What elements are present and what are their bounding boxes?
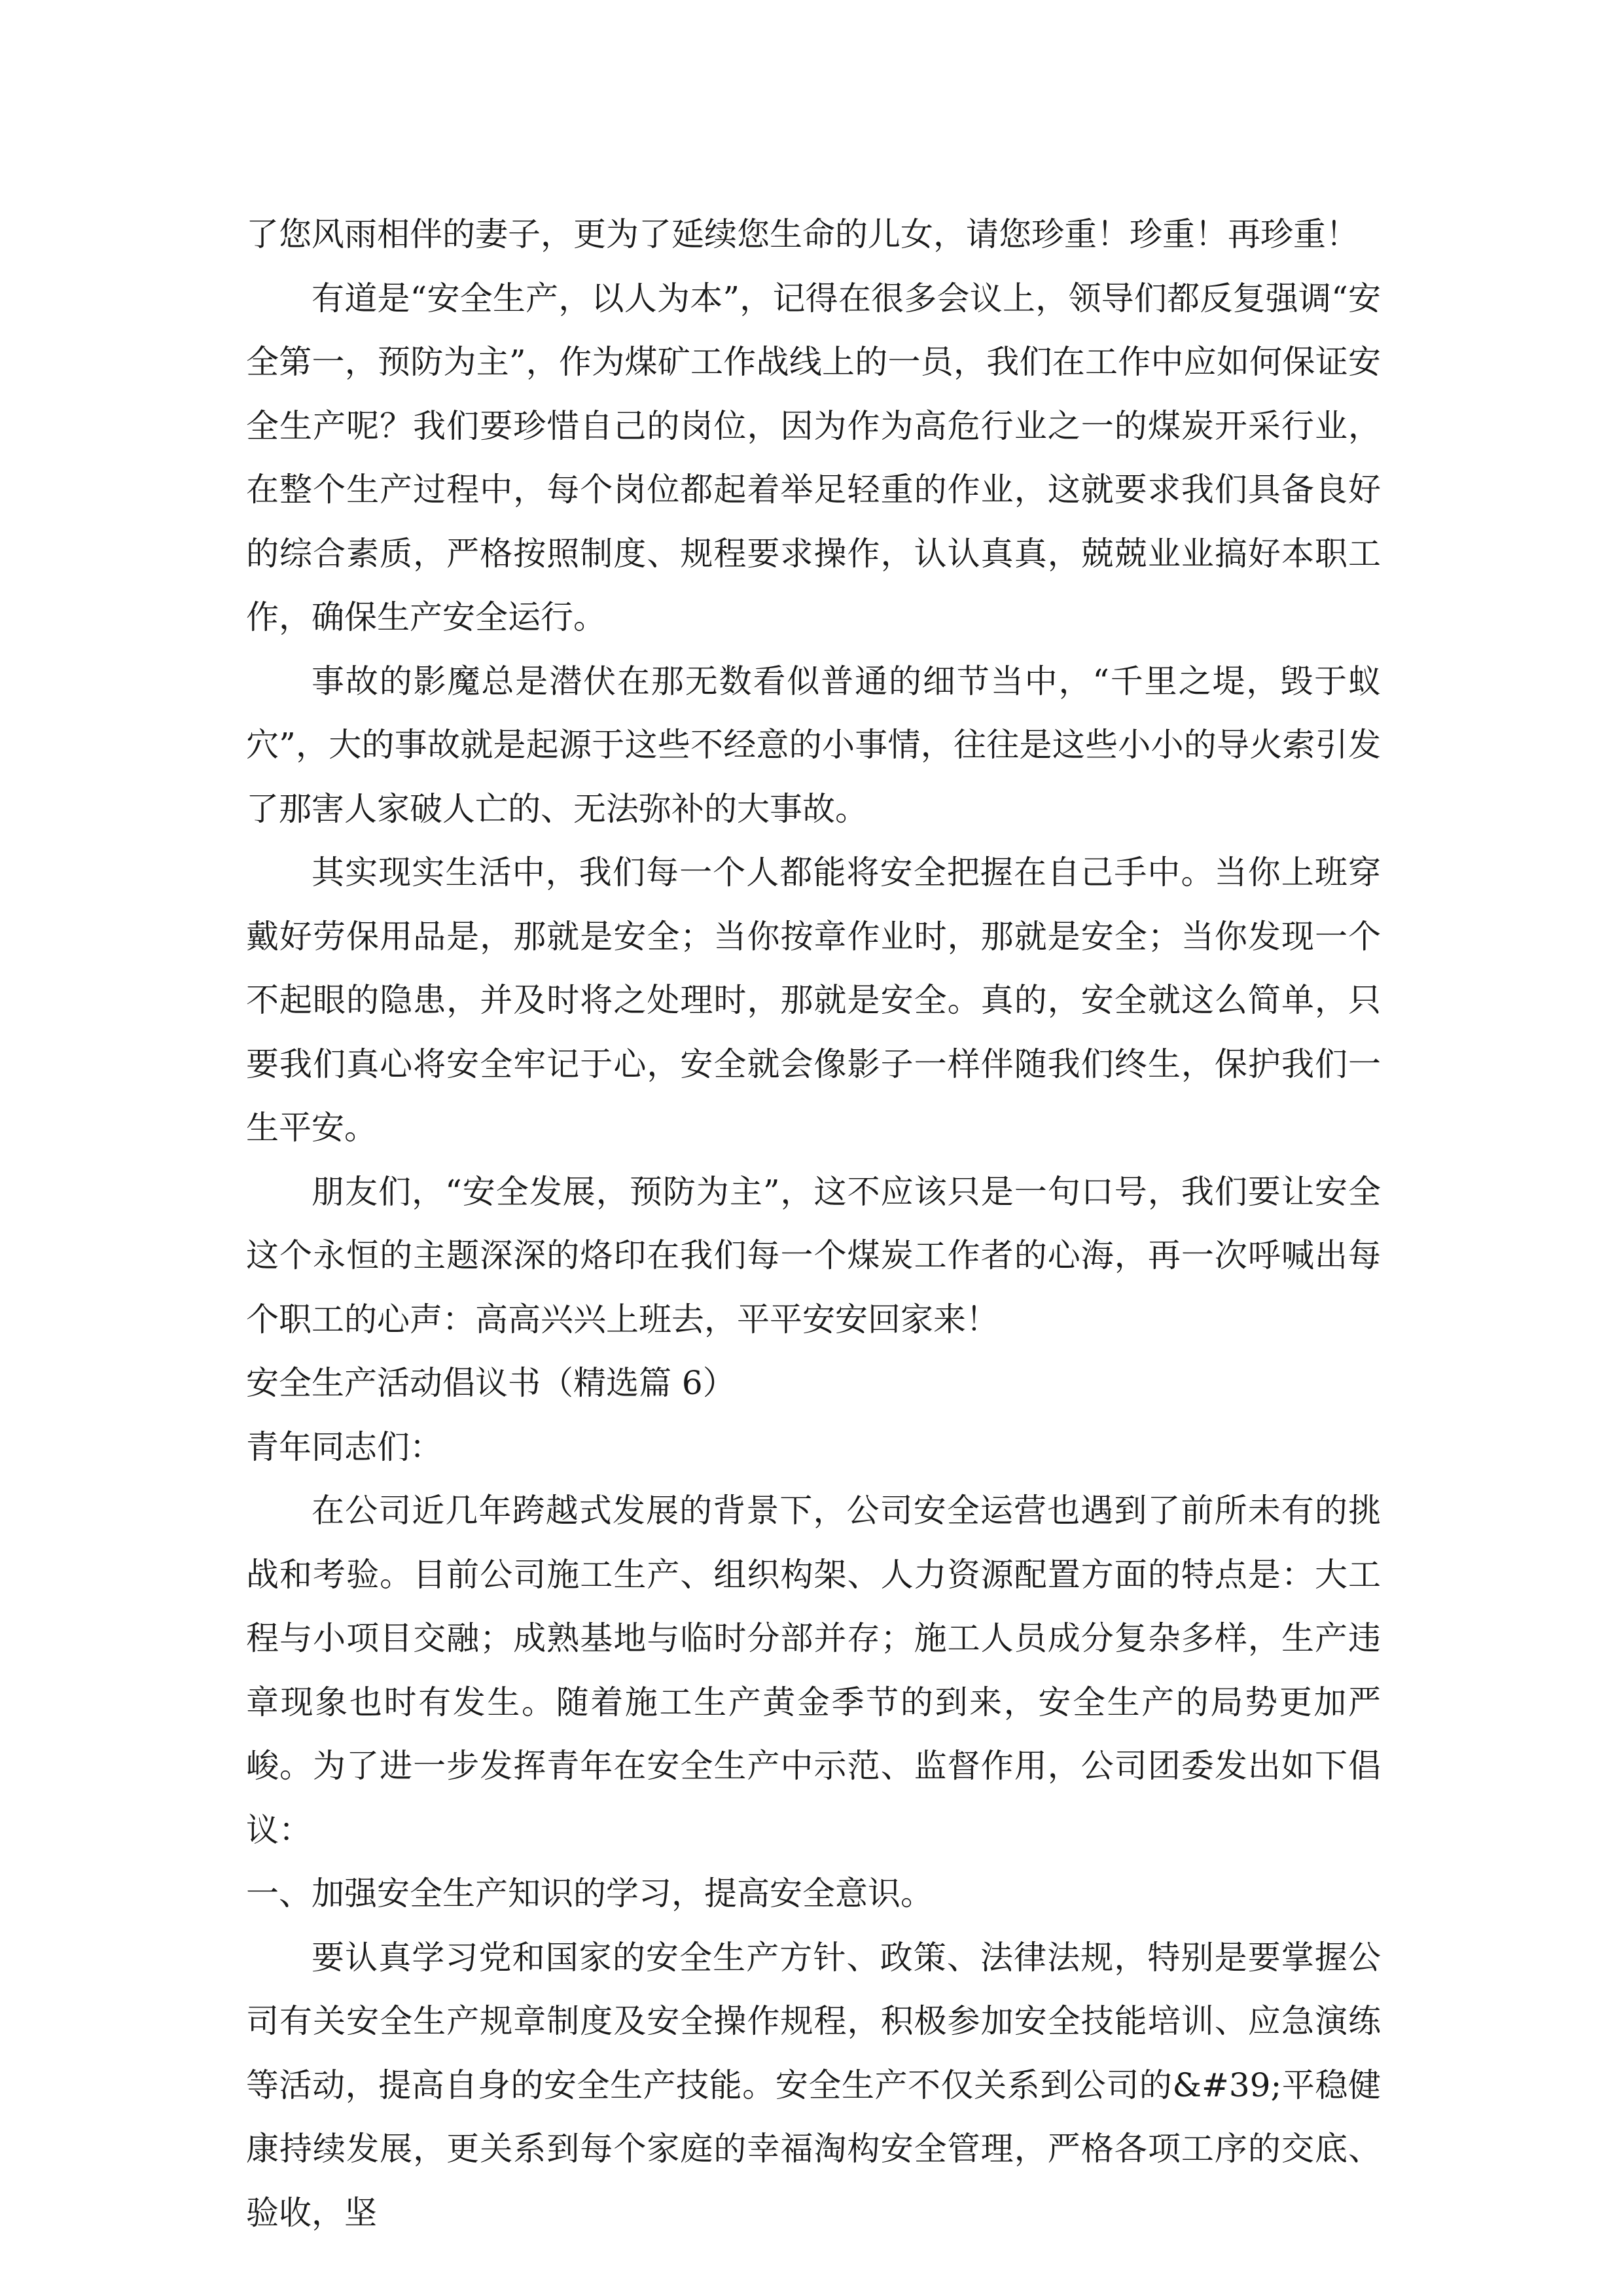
paragraph-continuation: 了您风雨相伴的妻子，更为了延续您生命的儿女，请您珍重！珍重！再珍重！: [246, 215, 1359, 253]
paragraph-accident-details: 事故的影魔总是潜伏在那无数看似普通的细节当中，“千里之堤，毁于蚁穴”，大的事故就是起源于这些不经意的小事情，往往是这些小小的导火索引发了那害人家破人亡的、无法弥补的大事故。: [246, 662, 1381, 828]
paragraph-real-life: 其实现实生活中，我们每一个人都能将安全把握在自己手中。当你上班穿戴好劳保用品是，那就是安全；当你按章作业时，那就是安全；当你发现一个不起眼的隐患，并及时将之处理时，那就是安全。真的，安全就这么简单，只要我们真心将安全牢记于心，安全就会像影子一样伴随我们终生，保护我们一生平安。: [246, 853, 1381, 1147]
section-heading: 安全生产活动倡议书（精选篇 6）: [246, 1364, 736, 1402]
paragraph-study-requirements: 要认真学习党和国家的安全生产方针、政策、法律法规，特别是要掌握公司有关安全生产规章制度及安全操作规程，积极参加安全技能培训、应急演练等活动，提高自身的安全生产技能。安全生产不仅关系到公司的&#39;平稳健康持续发展，更关系到每个家庭的幸福淘构安全管理，严格各项工序的交底、验收，坚: [246, 1938, 1381, 2232]
paragraph-company-background: 在公司近几年跨越式发展的背景下，公司安全运营也遇到了前所未有的挑战和考验。目前公司施工生产、组织构架、人力资源配置方面的特点是：大工程与小项目交融；成熟基地与临时分部并存；施工人员成分复杂多样，生产违章现象也时有发生。随着施工生产黄金季节的到来，安全生产的局势更加严峻。为了进一步发挥青年在安全生产中示范、监督作用，公司团委发出如下倡议：: [246, 1492, 1381, 1849]
paragraph-friends: 朋友们，“安全发展，预防为主”，这不应该只是一句口号，我们要让安全这个永恒的主题深深的烙印在我们每一个煤炭工作者的心海，再一次呼喊出每个职工的心声：高高兴兴上班去，平平安安回家来！: [246, 1172, 1381, 1338]
paragraph-safety-first: 有道是“安全生产，以人为本”，记得在很多会议上，领导们都反复强调“安全第一，预防为主”，作为煤矿工作战线上的一员，我们在工作中应如何保证安全生产呢？我们要珍惜自己的岗位，因为作为高危行业之一的煤炭开采行业，在整个生产过程中，每个岗位都起着举足轻重的作业，这就要求我们具备良好的综合素质，严格按照制度、规程要求操作，认认真真，兢兢业业搞好本职工作，确保生产安全运行。: [246, 279, 1381, 636]
proposal-item-1-heading: 一、加强安全生产知识的学习，提高安全意识。: [246, 1874, 933, 1912]
salutation: 青年同志们：: [246, 1427, 442, 1466]
document-body: [246, 203, 1381, 2245]
